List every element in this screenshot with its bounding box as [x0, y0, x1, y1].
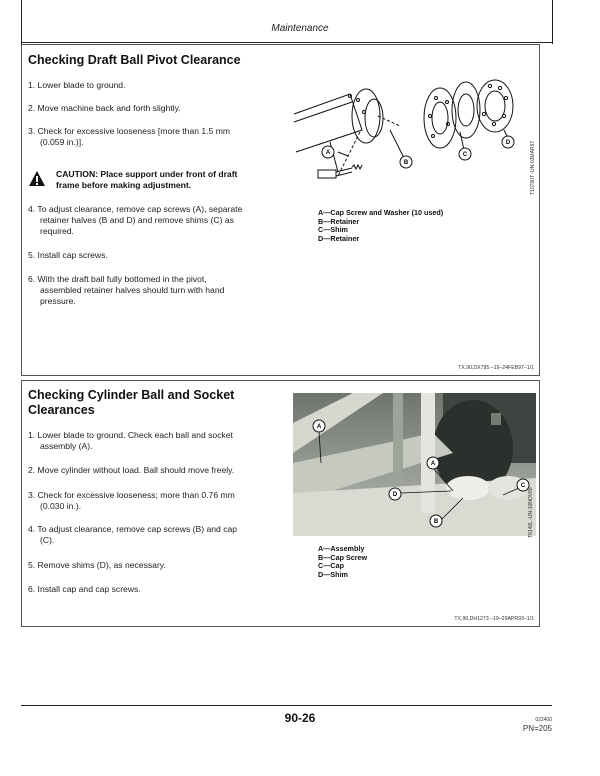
section2-step-6: 6. Install cap and cap screws. [28, 584, 141, 594]
footer-pn: PN=205 [522, 724, 552, 733]
page-number: 90-26 [284, 711, 316, 725]
header-title: Maintenance [271, 23, 329, 34]
section1-step-2: 2. Move machine back and forth slightly. [28, 103, 181, 113]
section2-title: Checking Cylinder Ball and Socket Clearances [28, 388, 235, 417]
svg-text:C: C [462, 152, 468, 158]
section2-legend: A—Assembly B—Cap Screw C—Cap D—Shim [318, 544, 368, 579]
header-line [21, 42, 552, 43]
footer-line [21, 705, 552, 706]
draft-ball-pivot-illustration [290, 72, 528, 196]
section1-step-6: 6. With the draft ball fully bottomed in the pivot, assembled retainer halves should turn with hand pressure. [28, 274, 225, 306]
svg-text:D: D [392, 492, 398, 498]
section2-reference: TX,90,DH1273 –19–29APR93–1/1 [454, 616, 534, 622]
section2-step-1: 1. Lower blade to ground. Check each ball and socket assembly (A). [28, 430, 233, 451]
section1-title: Checking Draft Ball Pivot Clearance [28, 53, 241, 67]
svg-text:C: C [520, 483, 526, 489]
cylinder-ball-socket-photo [293, 393, 536, 536]
section1-step-4: 4. To adjust clearance, remove cap screws (A), separate retainer halves (B and D) and remove shims (C) as required. [28, 204, 243, 236]
svg-text:A: A [316, 424, 322, 430]
svg-text:A: A [430, 461, 436, 467]
section2-step-5: 5. Remove shims (D), as necessary. [28, 560, 166, 570]
section2-step-4: 4. To adjust clearance, remove cap screws (B) and cap (C). [28, 524, 238, 545]
svg-text:A: A [325, 150, 331, 156]
section2-step-2: 2. Move cylinder without load. Ball should move freely. [28, 465, 235, 475]
section2-figure-code: T8146L -UN-10NOV88 [528, 487, 534, 538]
header-rule-left [21, 0, 22, 44]
svg-text:B: B [433, 519, 439, 525]
section1-caution: CAUTION: Place support under front of draft frame before making adjustment. [56, 169, 238, 190]
caution-warning-icon [28, 170, 46, 187]
section1-legend: A—Cap Screw and Washer (10 used) B—Retainer C—Shim D—Retainer [318, 208, 444, 243]
section1-step-5: 5. Install cap screws. [28, 250, 108, 260]
section1-reference: TX,90,DX795 –19–24FEB97–1/1 [458, 365, 534, 371]
section1-step-3: 3. Check for excessive looseness [more than 1.5 mm (0.059 in.)]. [28, 126, 231, 147]
section2-step-3: 3. Check for excessive looseness; more than 0.76 mm (0.030 in.). [28, 490, 235, 511]
section1-step-1: 1. Lower blade to ground. [28, 80, 126, 90]
section1-figure-code: T10790T -UN-03MAR97 [530, 140, 536, 195]
svg-text:B: B [403, 160, 409, 166]
footer-code: 022400 [535, 717, 552, 723]
svg-text:D: D [505, 140, 511, 146]
header-rule-right [552, 0, 553, 44]
